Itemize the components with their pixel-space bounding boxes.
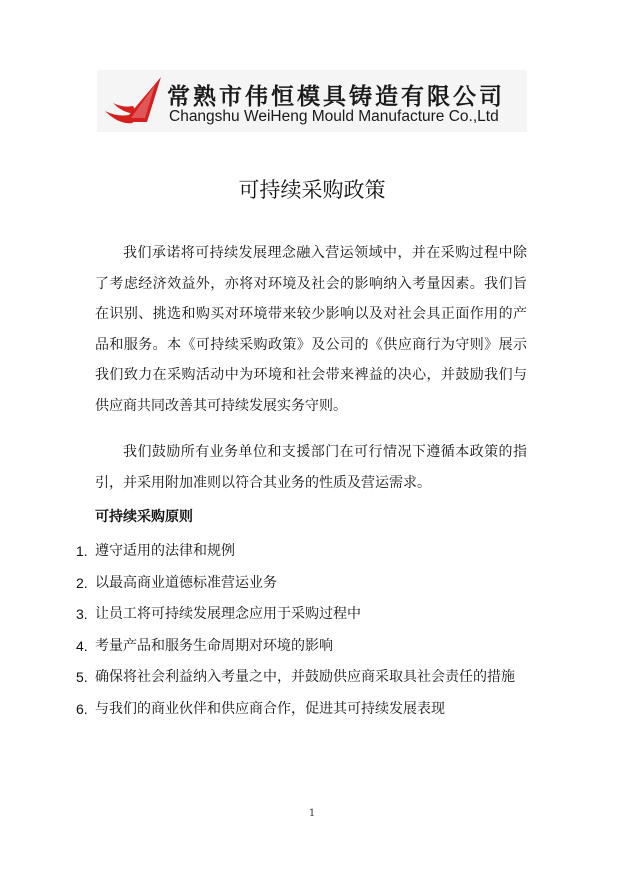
item-text: 以最高商业道德标准营运业务 [95,574,277,591]
item-text: 让员工将可持续发展理念应用于采购过程中 [95,606,361,622]
item-number: 1. [76,543,88,559]
item-text: 确保将社会利益纳入考量之中，并鼓励供应商采取具社会责任的措施 [95,669,515,685]
item-number: 6. [76,700,88,717]
list-item [76,631,528,663]
item-text: 与我们的商业伙伴和供应商合作，促进其可持续发展表现 [95,700,445,717]
list-item [76,662,528,694]
list-item [76,568,528,600]
list-item [76,694,528,726]
item-number: 3. [76,606,88,622]
page-number: 1 [308,808,316,819]
principles-heading: 可持续采购原则 [95,509,193,525]
document-title: 可持续采购政策 [238,178,386,202]
company-logo-icon [103,73,163,129]
item-text: 遵守适用的法律和规例 [95,543,235,559]
letterhead [97,70,527,132]
company-name-cn: 常熟市伟恒模具铸造有限公司 [167,84,505,110]
principles-list [76,536,528,725]
list-item [76,599,528,631]
list-item [76,536,528,568]
intro-paragraph: 我们承诺将可持续发展理念融入营运领域中，并在采购过程中除了考虑经济效益外，亦将对环境及社会的影响纳入考量因素。我们旨在识别、挑选和购买对环境带来较少影响以及对社会具正面作用的产品和服务。本《可持续采购政策》及公司的《供应商行为守则》展示我们致力在采购活动中为环境和社会带来裨益的决心，并鼓励我们与供应商共同改善其可持续发展实务守则。 [95,245,527,414]
item-text: 考量产品和服务生命周期对环境的影响 [95,637,333,654]
guidance-paragraph: 我们鼓励所有业务单位和支援部门在可行情况下遵循本政策的指引，并采用附加准则以符合其业务的性质及营运需求。 [95,444,527,491]
company-name-en: Changshu WeiHeng Mould Manufacture Co.,Ltd [169,108,499,125]
item-number: 2. [76,574,88,591]
item-number: 4. [76,637,88,654]
item-number: 5. [76,669,88,685]
